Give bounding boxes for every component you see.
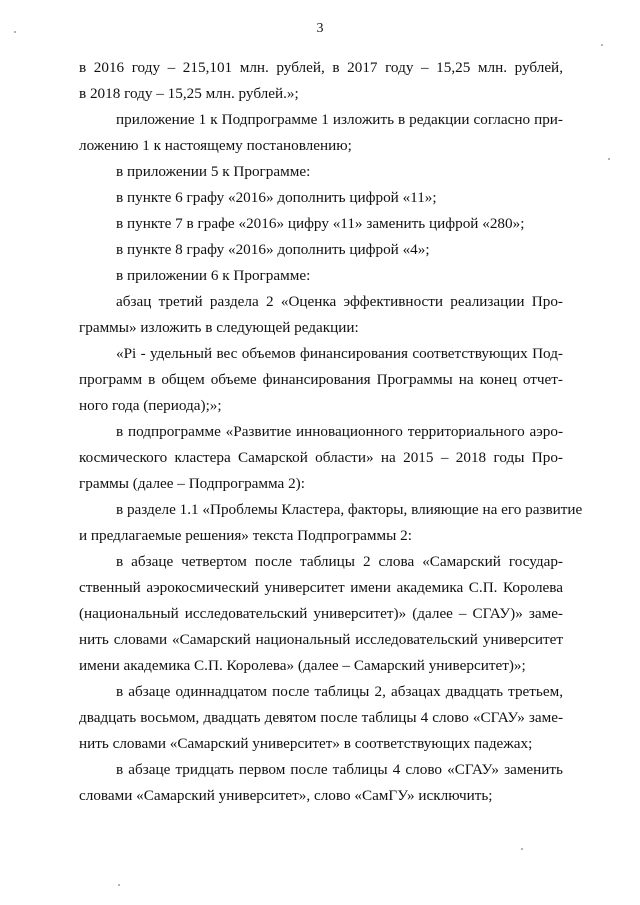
text-line: ного года (периода);»; — [79, 397, 222, 414]
text-line: приложение 1 к Подпрограмме 1 изложить в редакции согласно при- — [116, 111, 563, 128]
scan-speck — [14, 31, 16, 33]
text-line: в 2018 году – 15,25 млн. рублей.»; — [79, 85, 299, 102]
text-line: в пункте 8 графу «2016» дополнить цифрой «4»; — [116, 241, 430, 258]
text-line: граммы» изложить в следующей редакции: — [79, 319, 359, 336]
text-line: в приложении 5 к Программе: — [116, 163, 311, 180]
paragraph-eleventh-abzac — [79, 679, 563, 757]
text-line: абзац третий раздела 2 «Оценка эффективности реализации Про- — [116, 293, 563, 310]
text-line: ственный аэрокосмический университет имени академика С.П. Королева — [79, 579, 563, 596]
text-line: ложению 1 к настоящему постановлению; — [79, 137, 352, 154]
text-line: в абзаце одиннадцатом после таблицы 2, абзацах двадцать третьем, — [116, 683, 563, 700]
paragraph-appendix-5 — [79, 159, 563, 185]
text-line: программ в общем объеме финансирования Программы на конец отчет- — [79, 371, 563, 388]
paragraph-appendix-6 — [79, 263, 563, 289]
scan-speck — [521, 848, 523, 850]
paragraph-subprogram-2 — [79, 419, 563, 497]
paragraph-efficiency-section — [79, 289, 563, 341]
text-line: нить словами «Самарский университет» в соответствующих падежах; — [79, 735, 533, 752]
text-line: нить словами «Самарский национальный исследовательский университет — [79, 631, 563, 648]
paragraph-section-1-1 — [79, 497, 583, 549]
text-line: словами «Самарский университет», слово «СамГУ» исключить; — [79, 787, 493, 804]
scan-speck — [608, 158, 610, 160]
text-line: и предлагаемые решения» текста Подпрограммы 2: — [79, 527, 412, 544]
paragraph-fourth-abzac — [79, 549, 563, 679]
text-line: «Pi - удельный вес объемов финансирования соответствующих Под- — [116, 345, 563, 362]
text-line: в пункте 7 в графе «2016» цифру «11» заменить цифрой «280»; — [116, 215, 525, 232]
text-line: в пункте 6 графу «2016» дополнить цифрой «11»; — [116, 189, 437, 206]
page-number: 3 — [316, 21, 324, 36]
text-line: граммы (далее – Подпрограмма 2): — [79, 475, 305, 492]
document-body — [79, 55, 583, 809]
paragraph-pi-definition — [79, 341, 563, 419]
text-line: в подпрограмме «Развитие инновационного территориального аэро- — [116, 423, 563, 440]
paragraph-item-6 — [79, 185, 563, 211]
paragraph-item-8 — [79, 237, 563, 263]
text-line: в 2016 году – 215,101 млн. рублей, в 2017 году – 15,25 млн. рублей, — [79, 59, 563, 76]
text-line: в разделе 1.1 «Проблемы Кластера, факторы, влияющие на его развитие — [116, 501, 583, 518]
paragraph-appendix-1 — [79, 107, 563, 159]
text-line: имени академика С.П. Королева» (далее – Самарский университет)»; — [79, 657, 526, 674]
scan-speck — [118, 884, 120, 886]
text-line: в абзаце четвертом после таблицы 2 слова «Самарский государ- — [116, 553, 563, 570]
text-line: в абзаце тридцать первом после таблицы 4 слово «СГАУ» заменить — [116, 761, 563, 778]
paragraph-item-7 — [79, 211, 563, 237]
text-line: двадцать восьмом, двадцать девятом после таблицы 4 слово «СГАУ» заме- — [79, 709, 563, 726]
text-line: (национальный исследовательский университет)» (далее – СГАУ)» заме- — [79, 605, 563, 622]
text-line: космического кластера Самарской области» на 2015 – 2018 годы Про- — [79, 449, 563, 466]
scan-speck — [601, 44, 603, 46]
paragraph-thirty-first-abzac — [79, 757, 563, 809]
paragraph-funding-continuation — [79, 55, 563, 107]
text-line: в приложении 6 к Программе: — [116, 267, 311, 284]
